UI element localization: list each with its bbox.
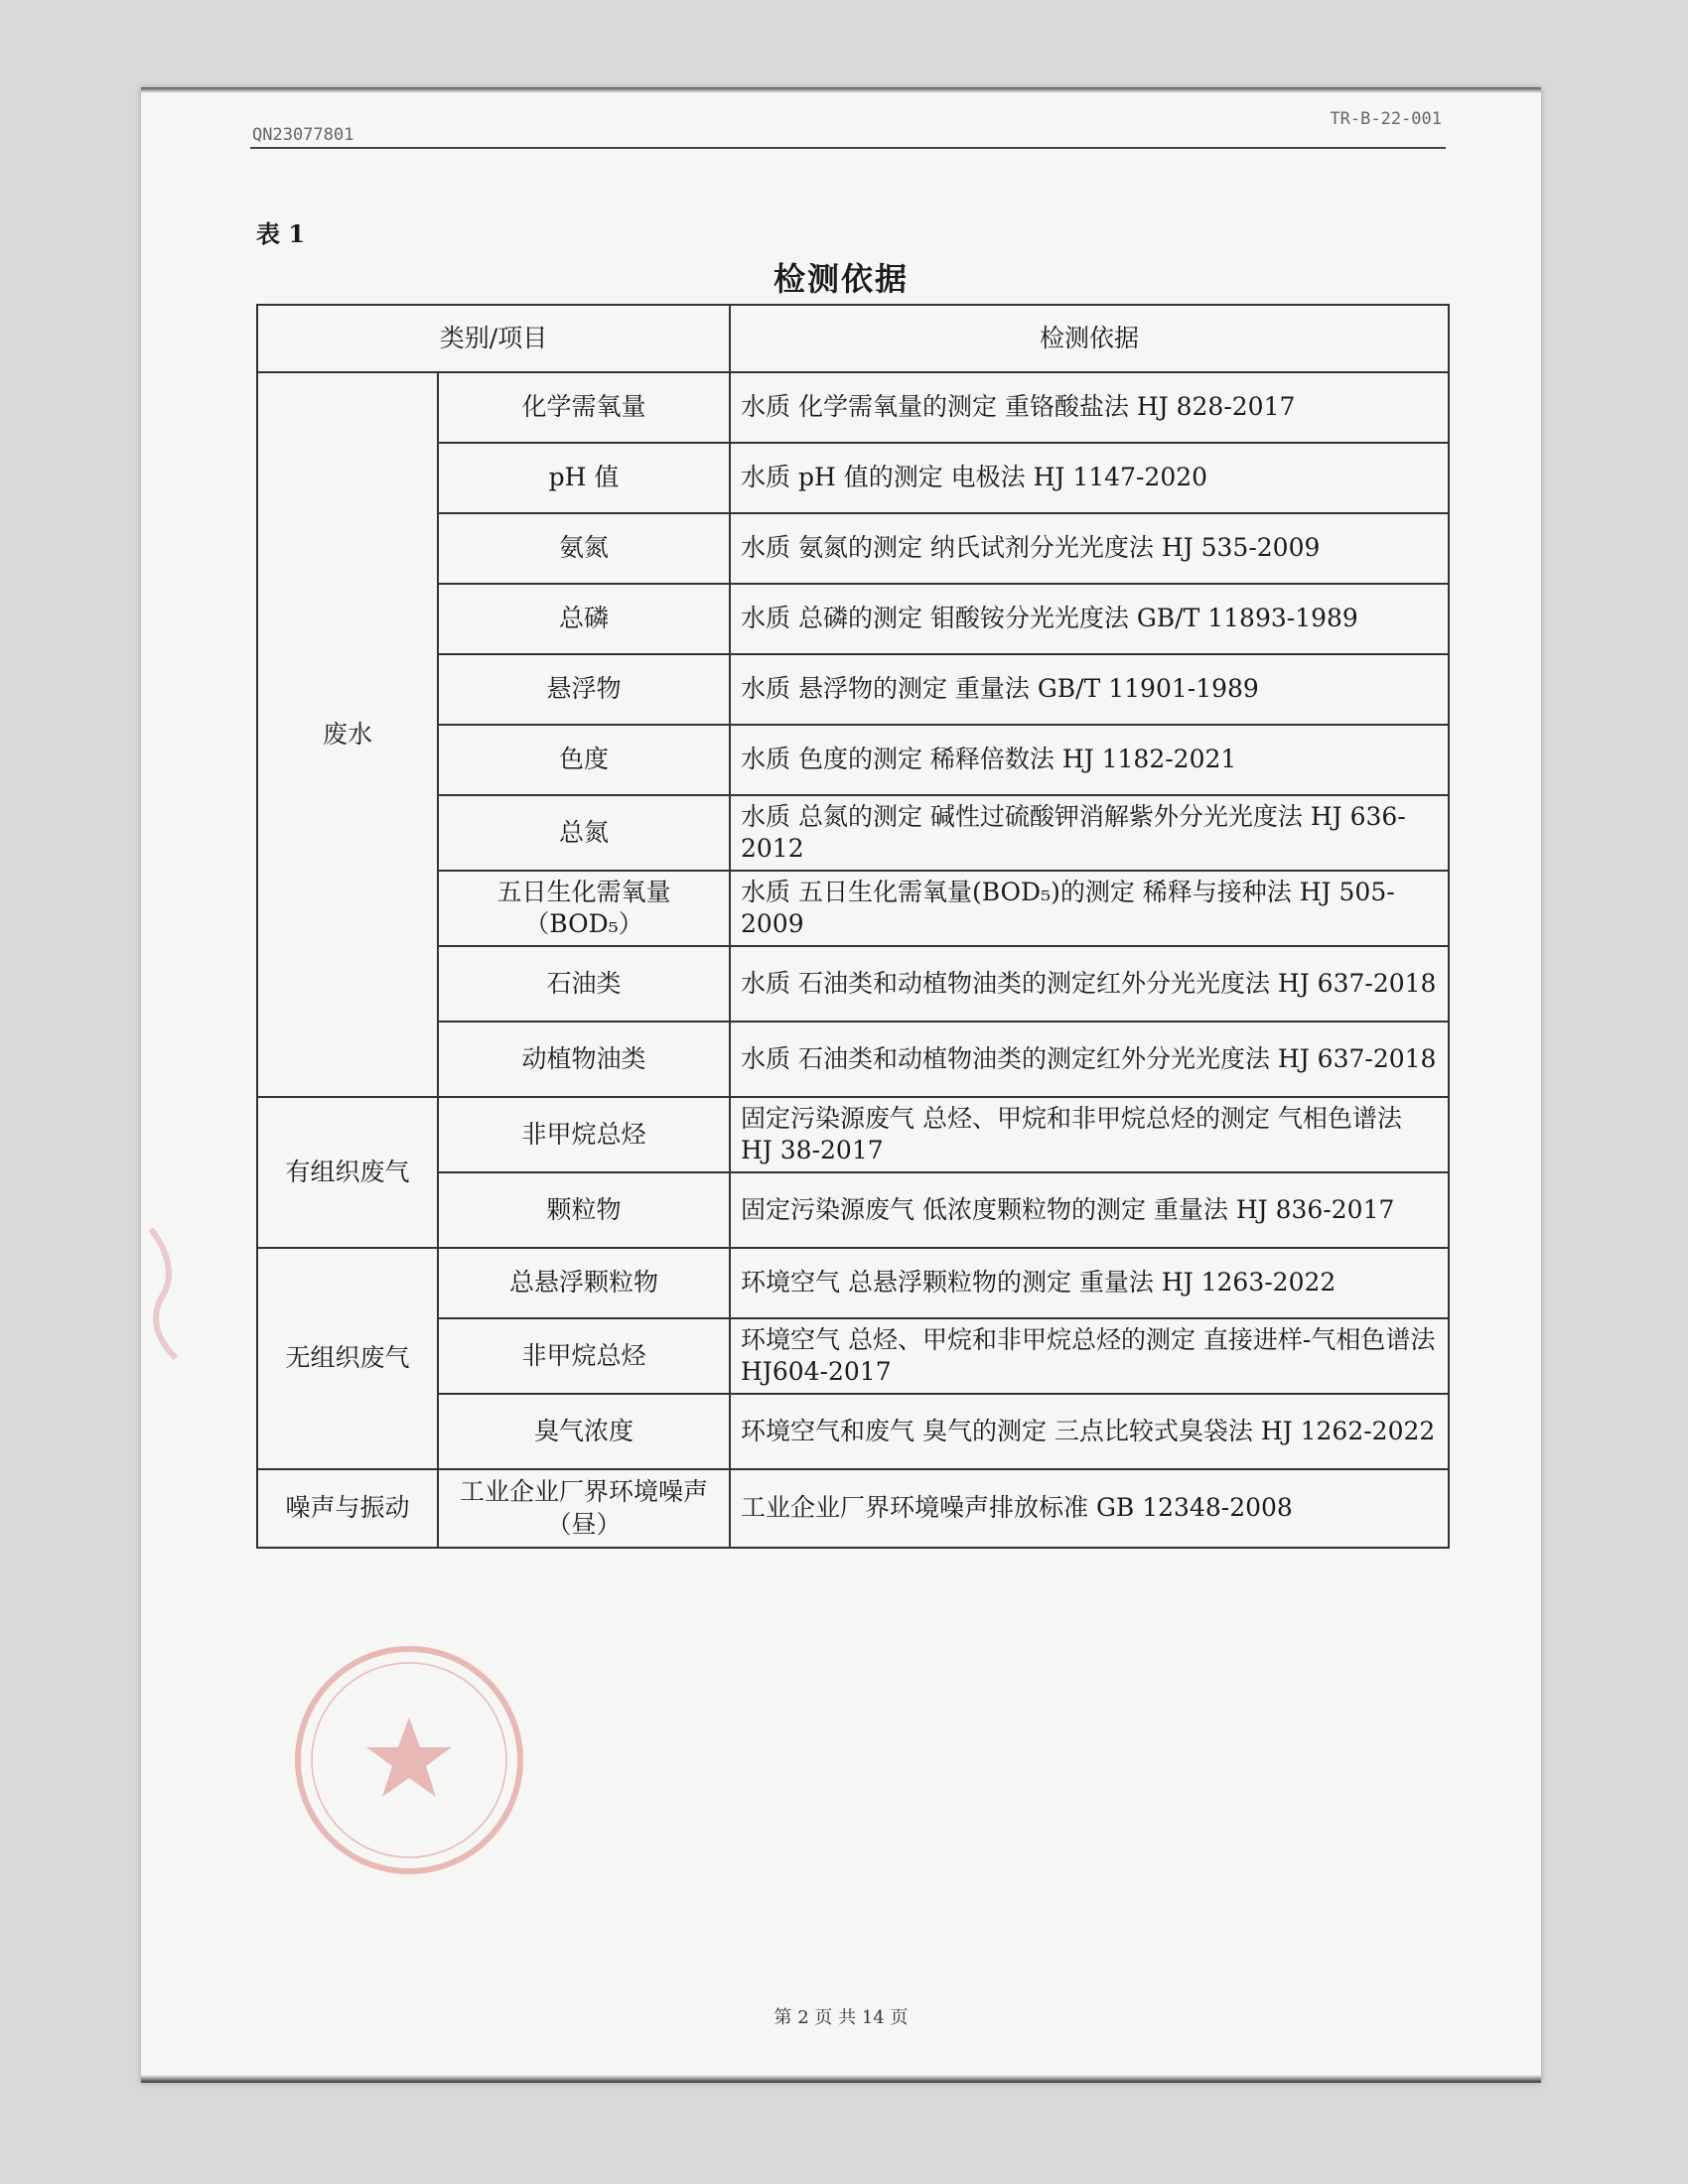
category-cell: 噪声与振动 — [257, 1469, 438, 1548]
table-row — [257, 1469, 1449, 1548]
table-row — [257, 372, 1449, 443]
basis-cell: 水质 色度的测定 稀释倍数法 HJ 1182-2021 — [730, 725, 1449, 795]
table-header-row — [257, 305, 1449, 372]
header-category-item: 类别/项目 — [257, 305, 730, 372]
table-row — [257, 1248, 1449, 1318]
item-cell: 化学需氧量 — [438, 372, 730, 443]
item-cell: 动植物油类 — [438, 1022, 730, 1097]
report-number: QN23077801 — [252, 125, 354, 145]
item-cell: 总磷 — [438, 584, 730, 654]
item-cell: 非甲烷总烃 — [438, 1097, 730, 1172]
form-code: TR-B-22-001 — [1330, 109, 1442, 129]
paper-mark-icon — [141, 1209, 201, 1368]
item-cell: 总悬浮颗粒物 — [438, 1248, 730, 1318]
item-cell: 非甲烷总烃 — [438, 1318, 730, 1394]
basis-cell: 水质 石油类和动植物油类的测定红外分光光度法 HJ 637-2018 — [730, 946, 1449, 1022]
document-page — [141, 87, 1541, 2083]
category-cell: 有组织废气 — [257, 1097, 438, 1248]
table-label: 表 1 — [256, 219, 306, 248]
basis-cell: 水质 总磷的测定 钼酸铵分光光度法 GB/T 11893-1989 — [730, 584, 1449, 654]
basis-cell: 水质 石油类和动植物油类的测定红外分光光度法 HJ 637-2018 — [730, 1022, 1449, 1097]
basis-cell: 环境空气 总悬浮颗粒物的测定 重量法 HJ 1263-2022 — [730, 1248, 1449, 1318]
basis-cell: 水质 总氮的测定 碱性过硫酸钾消解紫外分光光度法 HJ 636-2012 — [730, 795, 1449, 871]
item-cell: 氨氮 — [438, 513, 730, 584]
basis-cell: 水质 悬浮物的测定 重量法 GB/T 11901-1989 — [730, 654, 1449, 725]
basis-cell: 固定污染源废气 低浓度颗粒物的测定 重量法 HJ 836-2017 — [730, 1172, 1449, 1248]
item-cell: 石油类 — [438, 946, 730, 1022]
star-icon — [366, 1717, 452, 1797]
basis-cell: 水质 五日生化需氧量(BOD₅)的测定 稀释与接种法 HJ 505-2009 — [730, 871, 1449, 946]
table-row — [257, 1097, 1449, 1172]
basis-cell: 水质 氨氮的测定 纳氏试剂分光光度法 HJ 535-2009 — [730, 513, 1449, 584]
basis-cell: 水质 化学需氧量的测定 重铬酸盐法 HJ 828-2017 — [730, 372, 1449, 443]
basis-cell: 固定污染源废气 总烃、甲烷和非甲烷总烃的测定 气相色谱法 HJ 38-2017 — [730, 1097, 1449, 1172]
item-cell: pH 值 — [438, 443, 730, 513]
category-cell: 无组织废气 — [257, 1248, 438, 1469]
item-cell: 工业企业厂界环境噪声（昼） — [438, 1469, 730, 1548]
header-basis: 检测依据 — [730, 305, 1449, 372]
basis-cell: 工业企业厂界环境噪声排放标准 GB 12348-2008 — [730, 1469, 1449, 1548]
category-cell: 废水 — [257, 372, 438, 1097]
basis-cell: 水质 pH 值的测定 电极法 HJ 1147-2020 — [730, 443, 1449, 513]
item-cell: 臭气浓度 — [438, 1394, 730, 1469]
item-cell: 五日生化需氧量（BOD₅） — [438, 871, 730, 946]
item-cell: 颗粒物 — [438, 1172, 730, 1248]
seal-stamp — [285, 1636, 533, 1884]
page-title: 检测依据 — [773, 260, 909, 298]
testing-basis-table — [256, 304, 1450, 1549]
item-cell: 色度 — [438, 725, 730, 795]
basis-cell: 环境空气和废气 臭气的测定 三点比较式臭袋法 HJ 1262-2022 — [730, 1394, 1449, 1469]
item-cell: 悬浮物 — [438, 654, 730, 725]
item-cell: 总氮 — [438, 795, 730, 871]
page-number: 第 2 页 共 14 页 — [774, 2007, 909, 2028]
header-rule — [250, 147, 1446, 149]
basis-cell: 环境空气 总烃、甲烷和非甲烷总烃的测定 直接进样-气相色谱法 HJ604-2017 — [730, 1318, 1449, 1394]
